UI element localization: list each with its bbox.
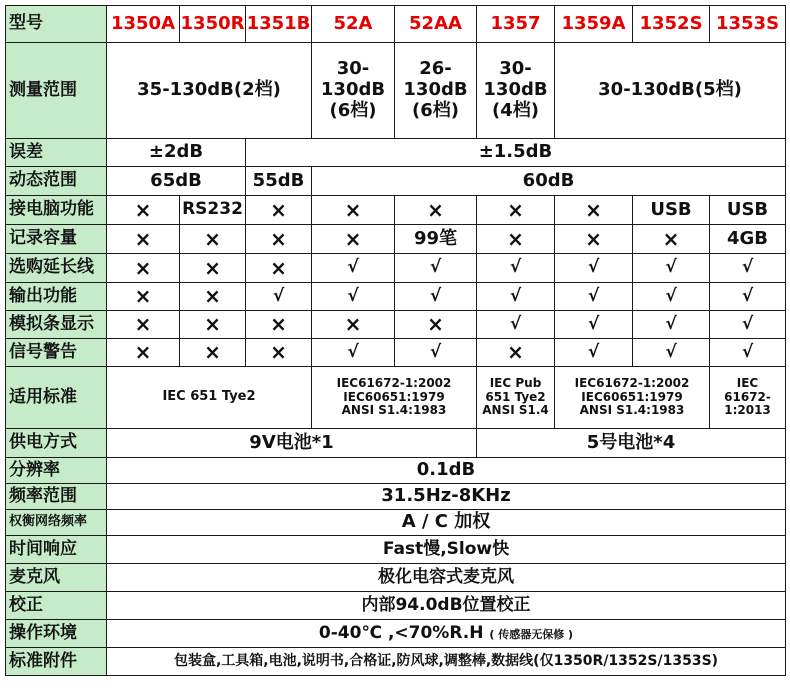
standards-c-line: ANSI S1.4: [482, 403, 549, 418]
signal-alarm-cell: √: [555, 339, 633, 367]
dynamic-range-c: 60dB: [312, 167, 786, 196]
standards-d-line: IEC61672-1:2002: [574, 375, 690, 390]
measure-range-52aa-line: 26-: [419, 58, 452, 80]
standards-a: IEC 651 Tye2: [107, 367, 312, 429]
model-52a: 52A: [312, 6, 395, 43]
extension-cable-cell: ×: [107, 254, 180, 283]
environment-value: [107, 620, 786, 648]
output-function-cell: √: [477, 283, 555, 311]
record-capacity-cell: ×: [312, 225, 395, 254]
signal-alarm-label: 信号警告: [6, 339, 107, 367]
output-function-cell: √: [555, 283, 633, 311]
measure-range-52a: [312, 43, 395, 139]
extension-cable-cell: √: [395, 254, 477, 283]
resolution-value: 0.1dB: [107, 458, 786, 484]
output-function-row: [6, 283, 786, 311]
output-function-cell: √: [633, 283, 710, 311]
signal-alarm-cell: √: [312, 339, 395, 367]
signal-alarm-cell: ×: [246, 339, 312, 367]
analog-bar-cell: √: [555, 311, 633, 339]
analog-bar-cell: ×: [312, 311, 395, 339]
analog-bar-row: [6, 311, 786, 339]
power-row: [6, 429, 786, 458]
signal-alarm-cell: √: [710, 339, 786, 367]
dynamic-range-row: [6, 167, 786, 196]
record-capacity-cell: ×: [107, 225, 180, 254]
time-response-label: 时间响应: [6, 536, 107, 564]
measure-range-1357: [477, 43, 555, 139]
dynamic-range-label: 动态范围: [6, 167, 107, 196]
error-label: 误差: [6, 139, 107, 167]
pc-interface-cell: ×: [246, 196, 312, 225]
signal-alarm-row: [6, 339, 786, 367]
microphone-row: [6, 564, 786, 592]
analog-bar-cell: √: [477, 311, 555, 339]
dynamic-range-a: 65dB: [107, 167, 246, 196]
resolution-row: [6, 458, 786, 484]
error-value-a: ±2dB: [107, 139, 246, 167]
measure-range-52aa: [395, 43, 477, 139]
weighting-row: [6, 510, 786, 536]
record-capacity-cell: ×: [477, 225, 555, 254]
output-function-label: 输出功能: [6, 283, 107, 311]
extension-cable-cell: √: [633, 254, 710, 283]
weighting-value: A / C 加权: [107, 510, 786, 536]
standards-d: [555, 367, 710, 429]
signal-alarm-cell: √: [395, 339, 477, 367]
frequency-range-label: 频率范围: [6, 484, 107, 510]
extension-cable-cell: √: [312, 254, 395, 283]
pc-interface-cell: USB: [710, 196, 786, 225]
standards-c-line: 651 Tye2: [485, 389, 546, 404]
model-52aa: 52AA: [395, 6, 477, 43]
measure-range-group-a: 35-130dB(2档): [107, 43, 312, 139]
output-function-cell: √: [395, 283, 477, 311]
model-1357: 1357: [477, 6, 555, 43]
weighting-label: 权衡网络频率: [6, 510, 107, 536]
measure-range-1357-line: (4档): [492, 99, 539, 121]
standards-c: [477, 367, 555, 429]
extension-cable-row: [6, 254, 786, 283]
spec-table: [5, 5, 786, 676]
measure-range-1357-line: 30-: [499, 58, 532, 80]
frequency-range-row: [6, 484, 786, 510]
output-function-cell: √: [246, 283, 312, 311]
standards-e-line: 1:2013: [724, 403, 771, 418]
calibration-label: 校正: [6, 592, 107, 620]
model-1351b: 1351B: [246, 6, 312, 43]
accessories-value: 包装盒,工具箱,电池,说明书,合格证,防风球,调整棒,数据线(仅1350R/1352S/1353S): [107, 648, 786, 676]
standards-e-line: 61672-: [724, 389, 771, 404]
signal-alarm-cell: ×: [477, 339, 555, 367]
measure-range-row: [6, 43, 786, 139]
environment-row: [6, 620, 786, 648]
signal-alarm-cell: √: [633, 339, 710, 367]
power-b: 5号电池*4: [477, 429, 786, 458]
measure-range-52aa-line: (6档): [412, 99, 459, 121]
standards-e: [710, 367, 786, 429]
extension-cable-cell: √: [710, 254, 786, 283]
standards-d-line: ANSI S1.4:1983: [579, 403, 685, 418]
model-1350r: 1350R: [180, 6, 246, 43]
record-capacity-cell: ×: [555, 225, 633, 254]
record-capacity-label: 记录容量: [6, 225, 107, 254]
model-1350a: 1350A: [107, 6, 180, 43]
standards-c-line: IEC Pub: [489, 375, 542, 390]
measure-range-label: 测量范围: [6, 43, 107, 139]
pc-interface-cell: ×: [107, 196, 180, 225]
calibration-row: [6, 592, 786, 620]
analog-bar-cell: ×: [395, 311, 477, 339]
record-capacity-row: [6, 225, 786, 254]
measure-range-52a-line: 30-: [336, 58, 370, 80]
standards-e-line: IEC: [736, 375, 759, 390]
pc-interface-label: 接电脑功能: [6, 196, 107, 225]
error-value-b: ±1.5dB: [246, 139, 786, 167]
pc-interface-cell: ×: [555, 196, 633, 225]
standards-b-line: IEC61672-1:2002: [336, 375, 452, 390]
analog-bar-cell: ×: [246, 311, 312, 339]
pc-interface-cell: ×: [312, 196, 395, 225]
header-label: 型号: [6, 6, 107, 43]
output-function-cell: ×: [180, 283, 246, 311]
dynamic-range-b: 55dB: [246, 167, 312, 196]
record-capacity-cell: 99笔: [395, 225, 477, 254]
standards-row: [6, 367, 786, 429]
pc-interface-cell: ×: [477, 196, 555, 225]
pc-interface-cell: USB: [633, 196, 710, 225]
analog-bar-cell: √: [710, 311, 786, 339]
analog-bar-cell: ×: [180, 311, 246, 339]
signal-alarm-cell: ×: [180, 339, 246, 367]
model-1352s: 1352S: [633, 6, 710, 43]
output-function-cell: √: [710, 283, 786, 311]
environment-note: ( 传感器无保修 ): [489, 627, 574, 641]
standards-b-line: IEC60651:1979: [343, 389, 445, 404]
power-label: 供电方式: [6, 429, 107, 458]
record-capacity-cell: ×: [180, 225, 246, 254]
extension-cable-cell: √: [477, 254, 555, 283]
measure-range-52a-line: 130dB: [320, 79, 386, 101]
output-function-cell: ×: [107, 283, 180, 311]
resolution-label: 分辨率: [6, 458, 107, 484]
analog-bar-cell: ×: [107, 311, 180, 339]
measure-range-1357-line: 130dB: [483, 79, 548, 101]
extension-cable-cell: ×: [246, 254, 312, 283]
record-capacity-cell: ×: [246, 225, 312, 254]
frequency-range-value: 31.5Hz-8KHz: [107, 484, 786, 510]
model-1359a: 1359A: [555, 6, 633, 43]
pc-interface-cell: RS232: [180, 196, 246, 225]
standards-b: [312, 367, 477, 429]
environment-text: 0-40℃ ,<70%R.H: [318, 622, 484, 643]
accessories-row: [6, 648, 786, 676]
output-function-cell: √: [312, 283, 395, 311]
error-row: [6, 139, 786, 167]
standards-b-line: ANSI S1.4:1983: [341, 403, 447, 418]
record-capacity-cell: ×: [633, 225, 710, 254]
analog-bar-cell: √: [633, 311, 710, 339]
analog-bar-label: 模拟条显示: [6, 311, 107, 339]
extension-cable-cell: √: [555, 254, 633, 283]
measure-range-group-b: 30-130dB(5档): [555, 43, 786, 139]
microphone-label: 麦克风: [6, 564, 107, 592]
extension-cable-cell: ×: [180, 254, 246, 283]
time-response-value: Fast慢,Slow快: [107, 536, 786, 564]
record-capacity-cell: 4GB: [710, 225, 786, 254]
pc-interface-cell: ×: [395, 196, 477, 225]
extension-cable-label: 选购延长线: [6, 254, 107, 283]
standards-d-line: IEC60651:1979: [581, 389, 683, 404]
time-response-row: [6, 536, 786, 564]
standards-label: 适用标准: [6, 367, 107, 429]
signal-alarm-cell: ×: [107, 339, 180, 367]
microphone-value: 极化电容式麦克风: [107, 564, 786, 592]
pc-interface-row: [6, 196, 786, 225]
environment-label: 操作环境: [6, 620, 107, 648]
accessories-label: 标准附件: [6, 648, 107, 676]
measure-range-52aa-line: 130dB: [403, 79, 468, 101]
power-a: 9V电池*1: [107, 429, 477, 458]
model-1353s: 1353S: [710, 6, 786, 43]
header-row: [6, 6, 786, 43]
calibration-value: 内部94.0dB位置校正: [107, 592, 786, 620]
measure-range-52a-line: (6档): [329, 99, 377, 121]
